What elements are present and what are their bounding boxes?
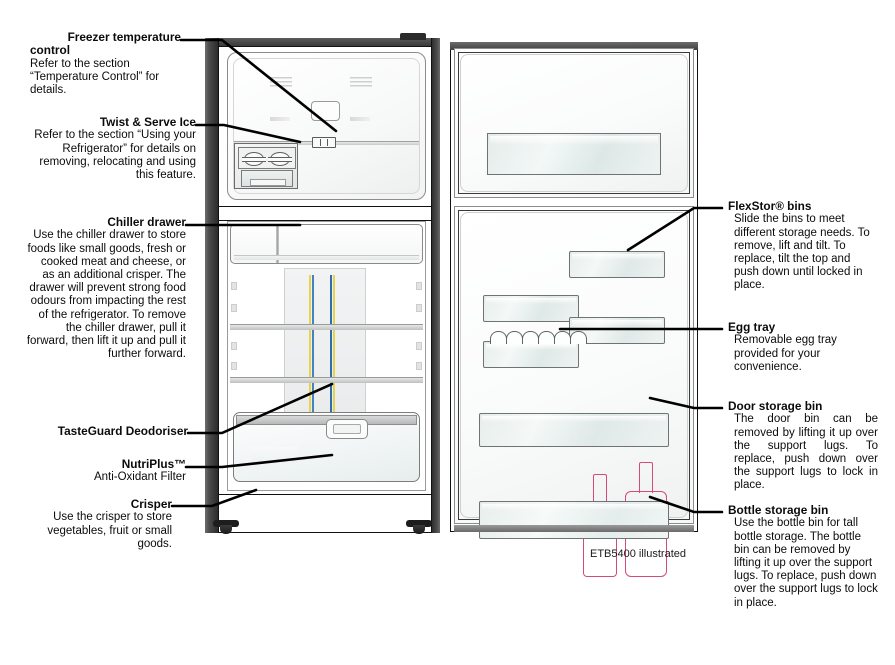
callout-heading: TasteGuard Deodoriser xyxy=(57,424,188,438)
callout-door-storage-bin xyxy=(728,400,878,493)
callout-heading: Door storage bin xyxy=(728,399,823,413)
callout-heading: Freezer temperature control xyxy=(30,30,181,58)
leader-bottle-storage-bin xyxy=(650,497,722,512)
callout-heading: Chiller drawer xyxy=(107,215,186,229)
leader-flexstor-bins xyxy=(628,208,722,250)
callout-heading: Twist & Serve Ice xyxy=(99,115,196,129)
callout-body: Use the crisper to store vegetables, fruit or small goods. xyxy=(47,511,172,550)
callout-crisper xyxy=(26,498,172,551)
callout-body: Use the bottle bin for tall bottle storage. The bottle bin can be removed by lifting it up over the support lugs. To replace, push down over the support lugs to lock in place. xyxy=(734,517,878,609)
callout-tasteguard-deodoriser xyxy=(26,425,188,438)
leader-freezer-temperature-control xyxy=(181,40,336,131)
callout-heading: NutriPlus™ xyxy=(121,457,186,471)
callout-flexstor-bins xyxy=(728,200,876,293)
callout-nutriplus-anti-oxidant-filter xyxy=(26,458,186,485)
model-caption: ETB5400 illustrated xyxy=(590,548,686,560)
callout-body: Refer to the section “Temperature Control” for details. xyxy=(30,57,160,97)
callout-bottle-storage-bin xyxy=(728,504,878,610)
callout-body: Slide the bins to meet different storage needs. To remove, lift and tilt. To replace, tilt the top and push down until locked in place. xyxy=(734,213,870,292)
callout-heading: Bottle storage bin xyxy=(728,503,829,517)
leader-door-storage-bin xyxy=(650,398,722,408)
leader-twist-and-serve-ice xyxy=(196,125,300,142)
callout-egg-tray xyxy=(728,321,876,374)
leader-tasteguard-deodoriser xyxy=(188,384,332,433)
callout-body: Refer to the section “Using your Refrigerator” for details on removing, relocating and using this feature. xyxy=(34,129,196,182)
callout-body: Removable egg tray provided for your convenience. xyxy=(734,334,837,373)
leader-nutriplus-filter xyxy=(186,455,332,467)
callout-freezer-temperature-control xyxy=(30,31,181,97)
callout-heading: Egg tray xyxy=(728,320,776,334)
callout-subheading: Anti-Oxidant Filter xyxy=(93,471,186,484)
leader-crisper xyxy=(172,490,256,506)
callout-body: The door bin can be removed by lifting it up over the support lugs. To replace, push down over the support lugs to lock in place. xyxy=(734,413,878,492)
callout-chiller-drawer xyxy=(26,216,186,361)
callout-heading: FlexStor® bins xyxy=(728,199,812,213)
callout-twist-and-serve-ice xyxy=(26,116,196,182)
callout-body: Use the chiller drawer to store foods like small goods, fresh or cooked meat and cheese, or as an additional crisper. The drawer will prevent strong food odours from impacting the rest of the refrigerator. To remove the chiller drawer, pull it forward, then lift it up and pull it further forward. xyxy=(26,229,186,361)
callout-heading: Crisper xyxy=(130,497,172,511)
